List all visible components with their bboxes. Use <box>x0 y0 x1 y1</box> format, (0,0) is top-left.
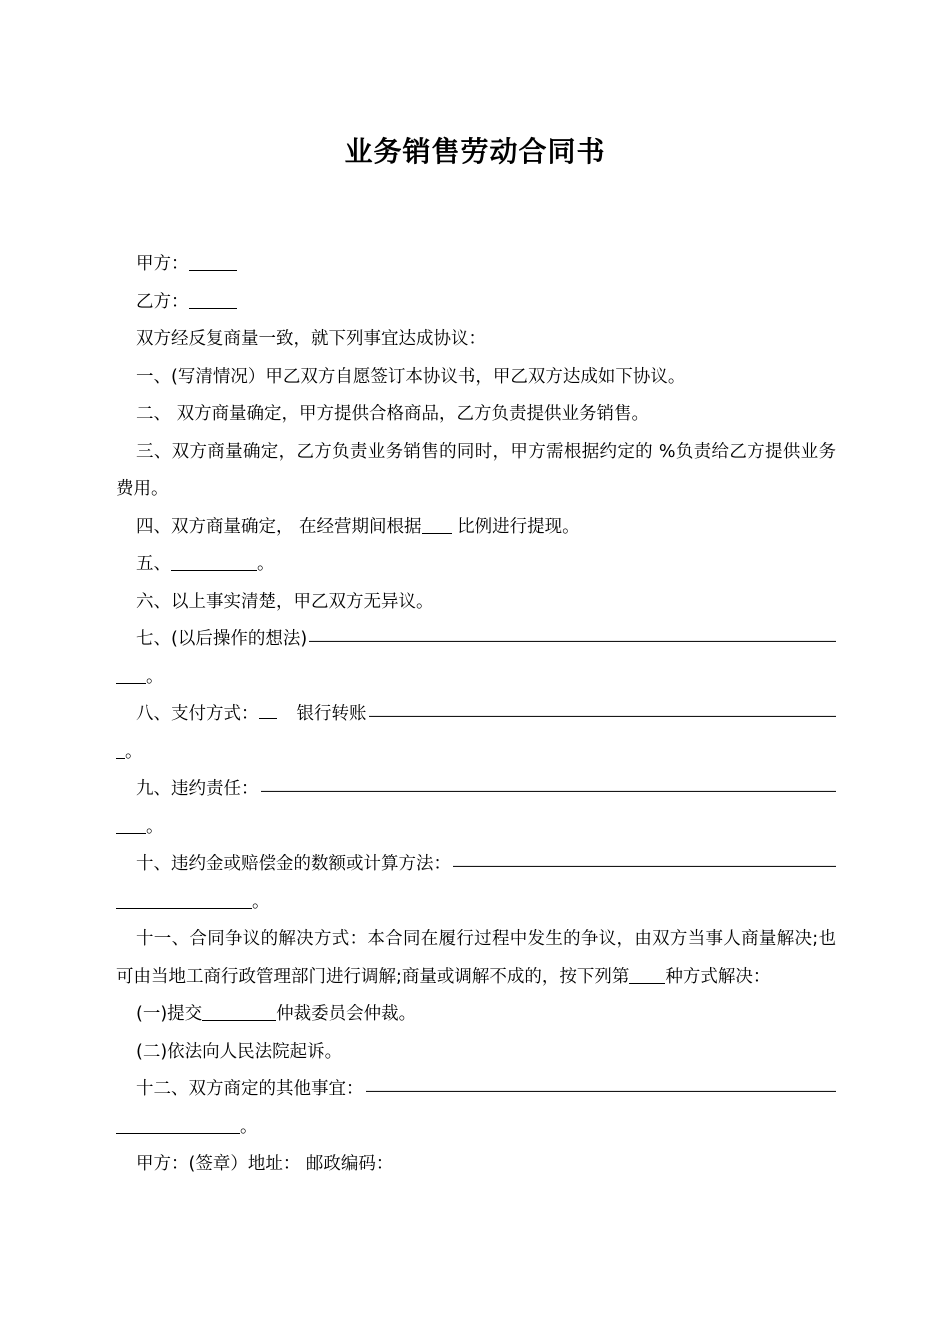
clause-4-blank[interactable] <box>422 514 452 533</box>
clause-9-text: 九、违约责任： <box>136 779 259 799</box>
contract-body <box>116 246 836 1184</box>
clause-11-option-1-text-a: (一)提交 <box>136 1004 203 1024</box>
signature-line: 甲方：(签章）地址： 邮政编码： <box>136 1154 394 1174</box>
clause-5-text-b: 。 <box>257 554 275 574</box>
clause-10-end: 。 <box>252 891 270 912</box>
clause-12-blank-cont[interactable] <box>116 1114 240 1133</box>
party-a-line <box>116 246 836 284</box>
clause-7-end: 。 <box>146 666 164 687</box>
clause-6: 六、以上事实清楚，甲乙双方无异议。 <box>136 591 434 612</box>
party-a-label: 甲方： <box>136 254 189 274</box>
clause-7-blank-cont[interactable] <box>116 664 146 683</box>
clause-11-blank[interactable] <box>629 964 665 983</box>
clause-7-blank[interactable] <box>309 623 836 642</box>
clause-8-end: 。 <box>125 741 143 762</box>
clause-10-blank[interactable] <box>453 848 836 867</box>
clause-9-end: 。 <box>146 816 164 837</box>
clause-4-text-a: 四、双方商量确定， 在经营期间根据 <box>136 516 422 537</box>
clause-12 <box>116 1071 836 1109</box>
party-b-label: 乙方： <box>136 291 189 312</box>
clause-7-text: 七、(以后操作的想法) <box>136 629 308 649</box>
clause-8-blank-a[interactable] <box>259 700 277 719</box>
clause-7-cont <box>116 659 836 697</box>
clause-11-option-1-text-b: 仲裁委员会仲裁。 <box>276 1004 417 1024</box>
clause-5-text-a: 五、 <box>136 554 171 574</box>
intro-line: 双方经反复商量一致，就下列事宜达成协议： <box>136 329 486 349</box>
clause-8-text-a: 八、支付方式： <box>136 704 259 724</box>
clause-9 <box>116 771 836 809</box>
clause-12-blank[interactable] <box>366 1073 837 1092</box>
clause-5-blank[interactable] <box>171 552 257 571</box>
party-b-blank[interactable] <box>189 289 237 308</box>
clause-10-blank-cont[interactable] <box>116 889 252 908</box>
clause-9-cont <box>116 809 836 847</box>
clause-11-text-b: 种方式解决： <box>665 966 771 987</box>
clause-4-text-b: 比例进行提现。 <box>451 516 580 537</box>
clause-3: 三、双方商量确定，乙方负责业务销售的同时，甲方需根据约定的 %负责给乙方提供业务费用。 <box>116 441 836 499</box>
clause-10-cont <box>116 884 836 922</box>
document-title: 业务销售劳动合同书 <box>344 135 606 168</box>
clause-2: 二、 双方商量确定，甲方提供合格商品，乙方负责提供业务销售。 <box>136 404 650 424</box>
clause-12-text: 十二、双方商定的其他事宜： <box>136 1079 364 1099</box>
clause-5 <box>116 546 836 584</box>
clause-8-blank-cont[interactable] <box>116 739 125 758</box>
clause-8-blank-b[interactable] <box>369 698 837 717</box>
party-a-blank[interactable] <box>189 252 237 271</box>
clause-7 <box>116 621 836 659</box>
clause-9-blank[interactable] <box>261 773 837 792</box>
clause-1: 一、(写清情况）甲乙双方自愿签订本协议书，甲乙双方达成如下协议。 <box>136 366 686 387</box>
clause-8-text-b: 银行转账 <box>296 704 367 724</box>
clause-8-cont <box>116 734 836 772</box>
clause-11-text-a: 十一、合同争议的解决方式：本合同在履行过程中发生的争议，由双方当事人商量解决;也可由当地工商行政管理部门进行调解;商量或调解不成的，按下列第 <box>116 929 836 987</box>
clause-9-blank-cont[interactable] <box>116 814 146 833</box>
clause-12-cont <box>116 1109 836 1147</box>
clause-11-option-2: (二)依法向人民法院起诉。 <box>136 1041 343 1062</box>
clause-11-option-1 <box>116 996 836 1034</box>
party-b-line <box>116 284 836 322</box>
clause-11-option-1-blank[interactable] <box>202 1002 276 1021</box>
clause-8 <box>116 696 836 734</box>
clause-12-end: 。 <box>240 1116 258 1137</box>
clause-10 <box>116 846 836 884</box>
clause-10-text: 十、违约金或赔偿金的数额或计算方法： <box>136 854 451 874</box>
clause-4 <box>116 509 836 547</box>
clause-11 <box>116 921 836 996</box>
